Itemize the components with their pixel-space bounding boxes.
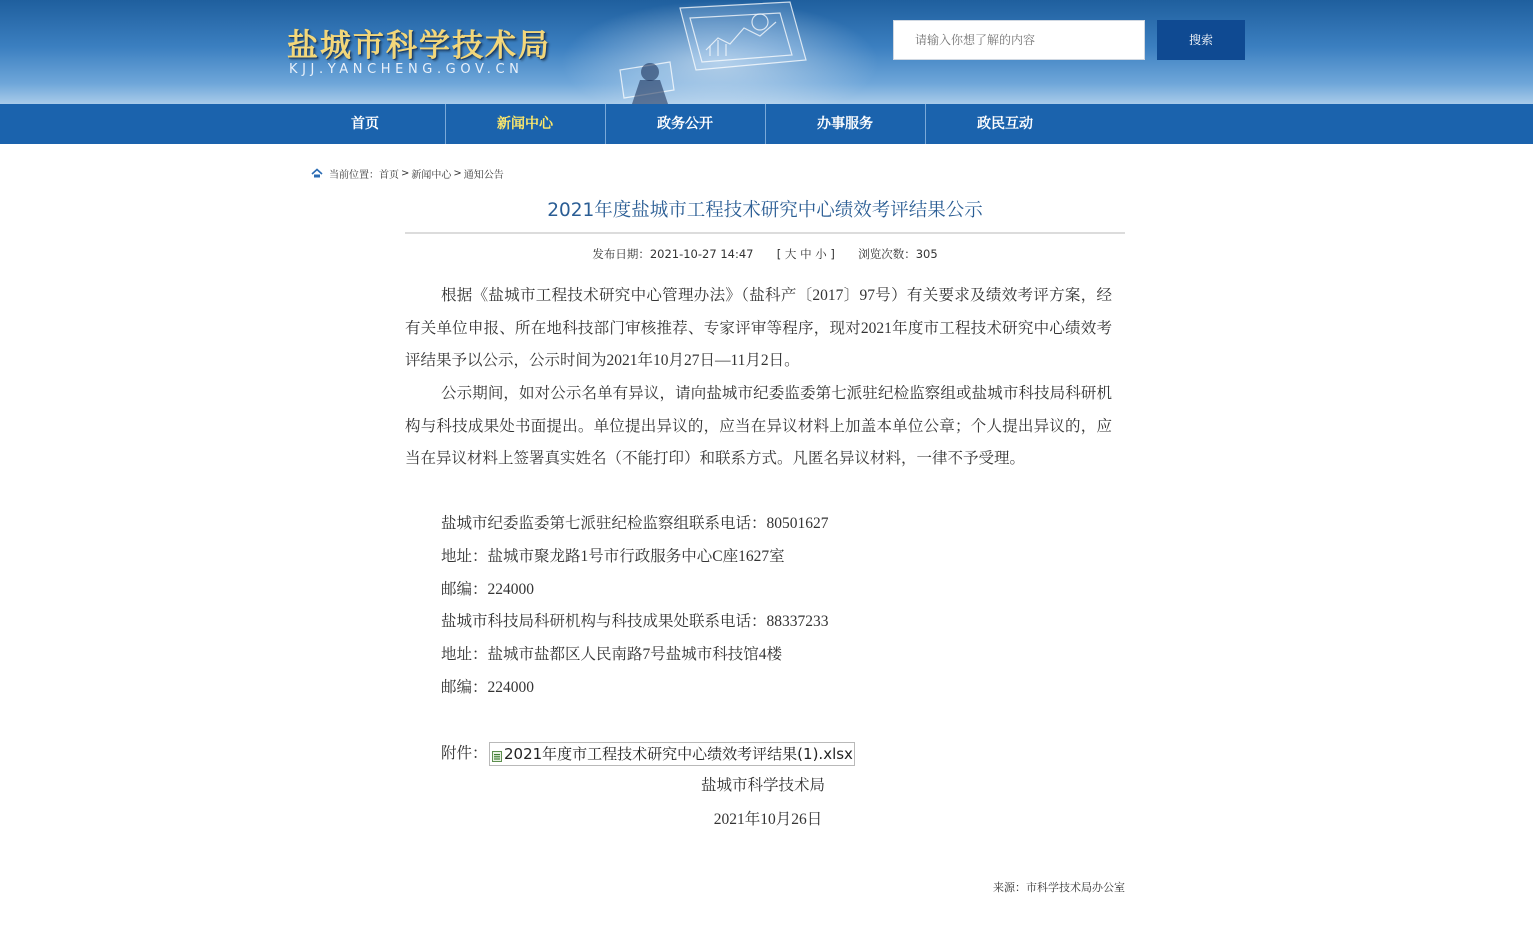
source-value: 市科学技术局办公室 bbox=[1026, 881, 1125, 894]
title-divider bbox=[405, 232, 1125, 234]
contact-line: 盐城市科技局科研机构与科技成果处联系电话：88337233 bbox=[441, 613, 829, 630]
nav-item-news-center[interactable]: 新闻中心 bbox=[497, 116, 553, 132]
article-paragraph: 根据《盐城市工程技术研究中心管理办法》（盐科产〔2017〕97号）有关要求及绩效考评方案，经有关单位申报、所在地科技部门审核推荐、专家评审等程序，现对2021年度市工程技术研究中心绩效考评结果予以公示，公示时间为2021年10月27日—11月2日。 bbox=[405, 287, 1112, 369]
breadcrumb-link-news-center[interactable]: 新闻中心 bbox=[411, 169, 452, 181]
nav-item-services[interactable]: 办事服务 bbox=[817, 116, 873, 132]
contact-line: 邮编：224000 bbox=[441, 679, 535, 696]
attachment-label: 附件： bbox=[441, 745, 488, 762]
search-input[interactable] bbox=[893, 20, 1145, 60]
header-banner bbox=[0, 0, 1533, 104]
home-icon bbox=[311, 168, 323, 178]
contact-line: 地址：盐城市盐都区人民南路7号盐城市科技馆4楼 bbox=[441, 646, 783, 663]
article-source bbox=[993, 879, 1125, 895]
tech-illustration-icon bbox=[610, 0, 830, 104]
breadcrumb-link-notices[interactable]: 通知公告 bbox=[463, 169, 504, 181]
views-label: 浏览次数： bbox=[858, 247, 916, 261]
breadcrumb-prefix: 当前位置： bbox=[329, 169, 379, 181]
article-title: 2021年度盐城市工程技术研究中心绩效考评结果公示 bbox=[547, 200, 983, 221]
publish-date: 2021-10-27 14:47 bbox=[649, 247, 754, 261]
site-title: 盐城市科学技术局 bbox=[287, 28, 551, 64]
publish-date-label: 发布日期： bbox=[592, 247, 650, 261]
excel-file-icon bbox=[492, 751, 502, 762]
contact-line: 地址：盐城市聚龙路1号市行政服务中心C座1627室 bbox=[441, 548, 785, 565]
site-domain: KJJ.YANCHENG.GOV.CN bbox=[289, 62, 524, 77]
contact-line: 邮编：224000 bbox=[441, 581, 535, 598]
article-meta bbox=[405, 246, 1125, 262]
breadcrumb-separator: > bbox=[401, 167, 410, 179]
nav-item-government-affairs[interactable]: 政务公开 bbox=[657, 116, 713, 132]
signature-date: 2021年10月26日 bbox=[713, 811, 823, 828]
nav-item-home[interactable]: 首页 bbox=[351, 116, 379, 132]
view-count: 305 bbox=[915, 247, 938, 261]
search-button[interactable]: 搜索 bbox=[1157, 20, 1245, 60]
article-paragraph: 公示期间，如对公示名单有异议，请向盐城市纪委监委第七派驻纪检监察组或盐城市科技局科研机构与科技成果处书面提出。单位提出异议的，应当在异议材料上加盖本单位公章；个人提出异议的，应当在异议材料上签署真实姓名（不能打印）和联系方式。凡匿名异议材料，一律不予受理。 bbox=[405, 385, 1112, 467]
attachment-filename: 2021年度市工程技术研究中心绩效考评结果(1).xlsx bbox=[504, 745, 853, 763]
breadcrumb-separator: > bbox=[453, 167, 462, 179]
nav-item-interaction[interactable]: 政民互动 bbox=[977, 116, 1033, 132]
breadcrumb-link-home[interactable]: 首页 bbox=[379, 169, 399, 181]
contact-line: 盐城市纪委监委第七派驻纪检监察组联系电话：80501627 bbox=[441, 515, 829, 532]
font-size-control[interactable]: [ 大 中 小 ] bbox=[776, 247, 835, 261]
signature-organization: 盐城市科学技术局 bbox=[700, 777, 825, 794]
main-nav bbox=[0, 104, 1533, 144]
breadcrumb bbox=[311, 165, 504, 181]
source-label: 来源： bbox=[993, 881, 1026, 894]
attachment-link[interactable] bbox=[489, 742, 855, 766]
